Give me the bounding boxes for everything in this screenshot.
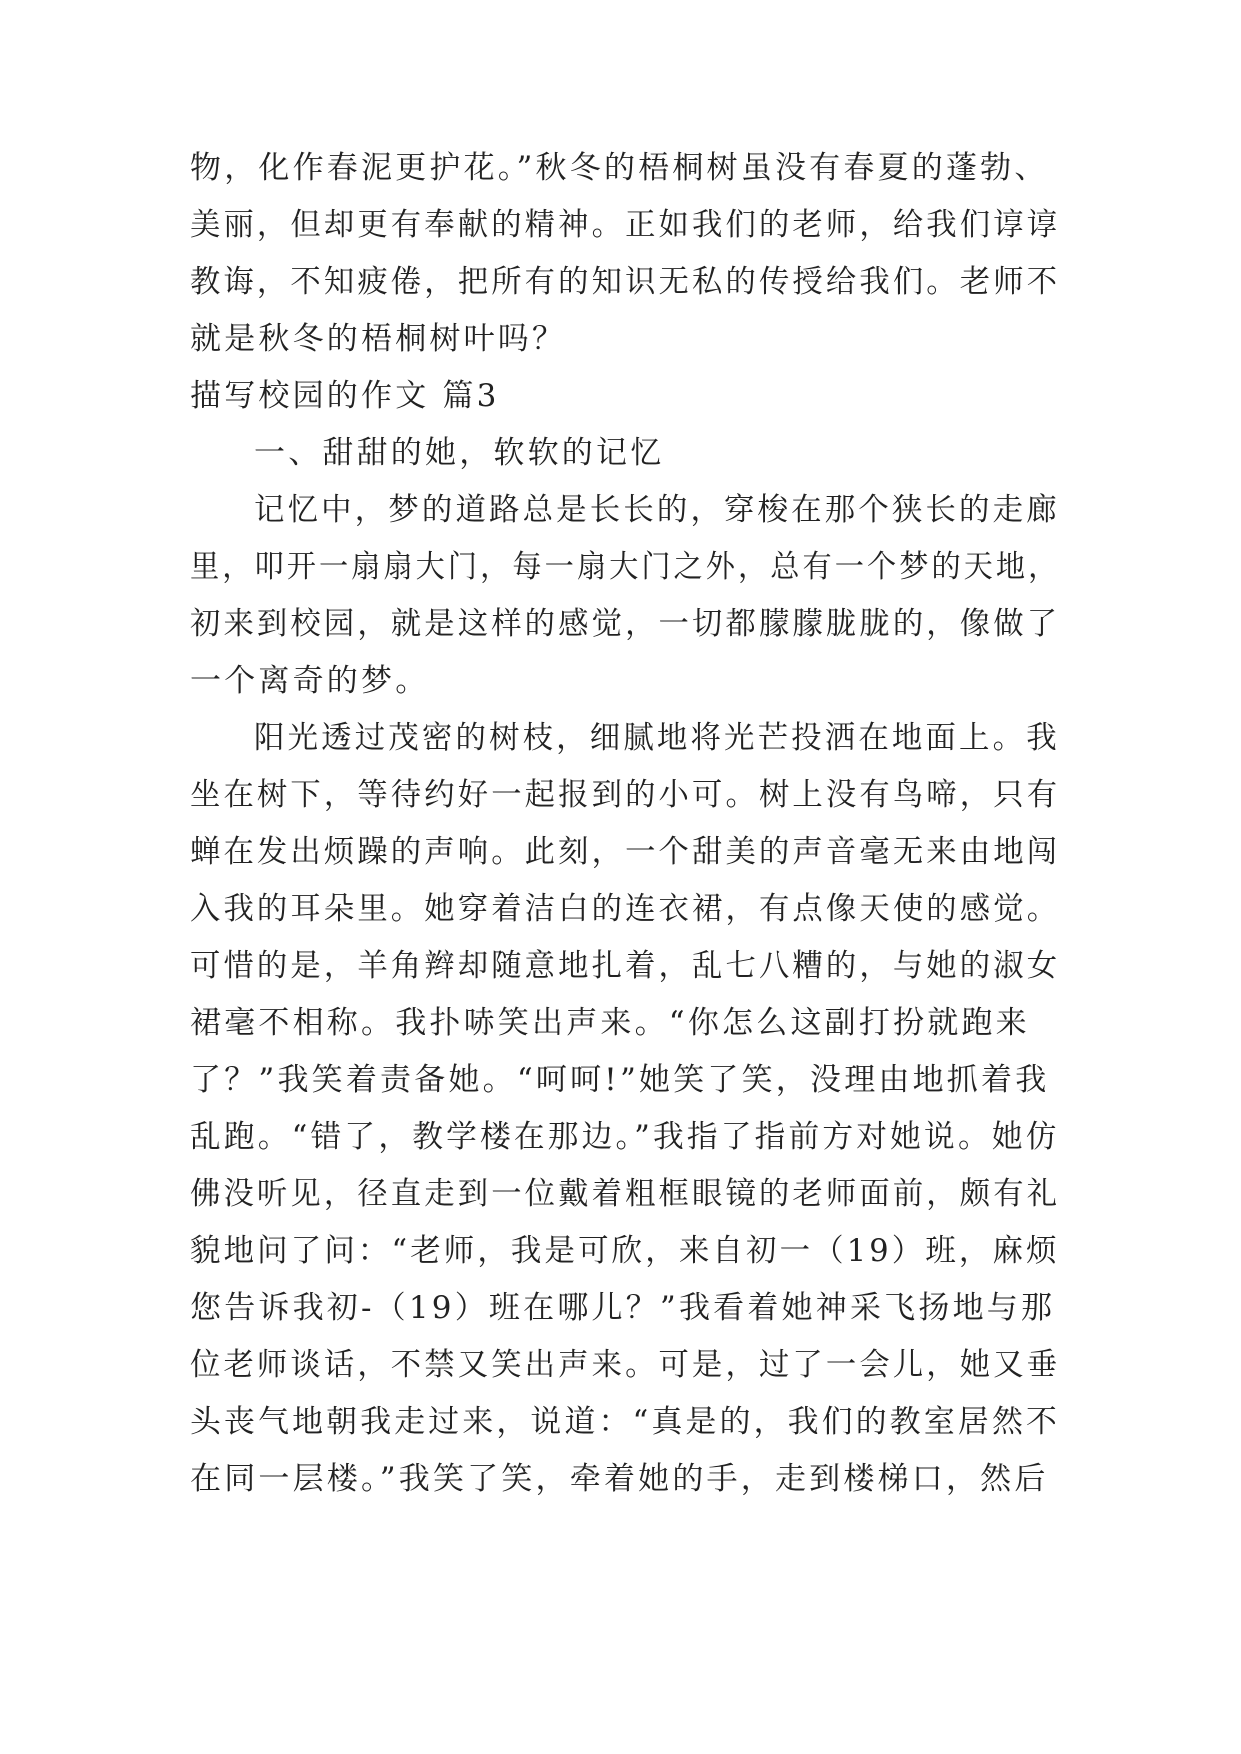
text-line: 一个离奇的梦。 [190, 663, 430, 699]
text-line: 物，化作春泥更护花。”秋冬的梧桐树虽没有春夏的蓬勃、 [190, 150, 1049, 186]
text-line: 阳光透过茂密的树枝，细腻地将光芒投洒在地面上。我 [254, 720, 1060, 756]
text-line: 乱跑。“错了，教学楼在那边。”我指了指前方对她说。她仿 [190, 1119, 1060, 1155]
text-line: 貌地问了问：“老师，我是可欣，来自初一（19）班，麻烦 [190, 1233, 1060, 1269]
text-line: 初来到校园，就是这样的感觉，一切都朦朦胧胧的，像做了 [190, 606, 1061, 642]
text-line: 就是秋冬的梧桐树叶吗？ [190, 321, 567, 357]
text-line: 头丧气地朝我走过来，说道：“真是的，我们的教室居然不 [190, 1404, 1061, 1440]
text-line: 记忆中，梦的道路总是长长的，穿梭在那个狭长的走廊 [254, 492, 1060, 528]
text-line: 坐在树下，等待约好一起报到的小可。树上没有鸟啼，只有 [190, 777, 1061, 813]
text-line: 美丽，但却更有奉献的精神。正如我们的老师，给我们谆谆 [190, 207, 1061, 243]
text-line: 可惜的是，羊角辫却随意地扎着，乱七八糟的，与她的淑女 [190, 948, 1061, 984]
text-line: 位老师谈话，不禁又笑出声来。可是，过了一会儿，她又垂 [190, 1347, 1061, 1383]
text-line: 里，叩开一扇扇大门，每一扇大门之外，总有一个梦的天地， [190, 549, 1061, 585]
text-line: 入我的耳朵里。她穿着洁白的连衣裙，有点像天使的感觉。 [190, 891, 1061, 927]
section-heading: 描写校园的作文 篇3 [190, 378, 500, 414]
text-line: 您告诉我初-（19）班在哪儿？”我看着她神采飞扬地与那 [190, 1290, 1056, 1326]
text-line: 裙毫不相称。我扑哧笑出声来。“你怎么这副打扮就跑来 [190, 1005, 1030, 1041]
text-line: 蝉在发出烦躁的声响。此刻，一个甜美的声音毫无来由地闯 [190, 834, 1061, 870]
text-line: 在同一层楼。”我笑了笑，牵着她的手，走到楼梯口，然后 [190, 1461, 1049, 1497]
subheading: 一、甜甜的她，软软的记忆 [254, 435, 665, 471]
text-line: 教诲，不知疲倦，把所有的知识无私的传授给我们。老师不 [190, 264, 1061, 300]
text-line: 佛没听见，径直走到一位戴着粗框眼镜的老师面前，颇有礼 [190, 1176, 1061, 1212]
text-line: 了？”我笑着责备她。“呵呵!”她笑了笑，没理由地抓着我 [190, 1062, 1050, 1098]
